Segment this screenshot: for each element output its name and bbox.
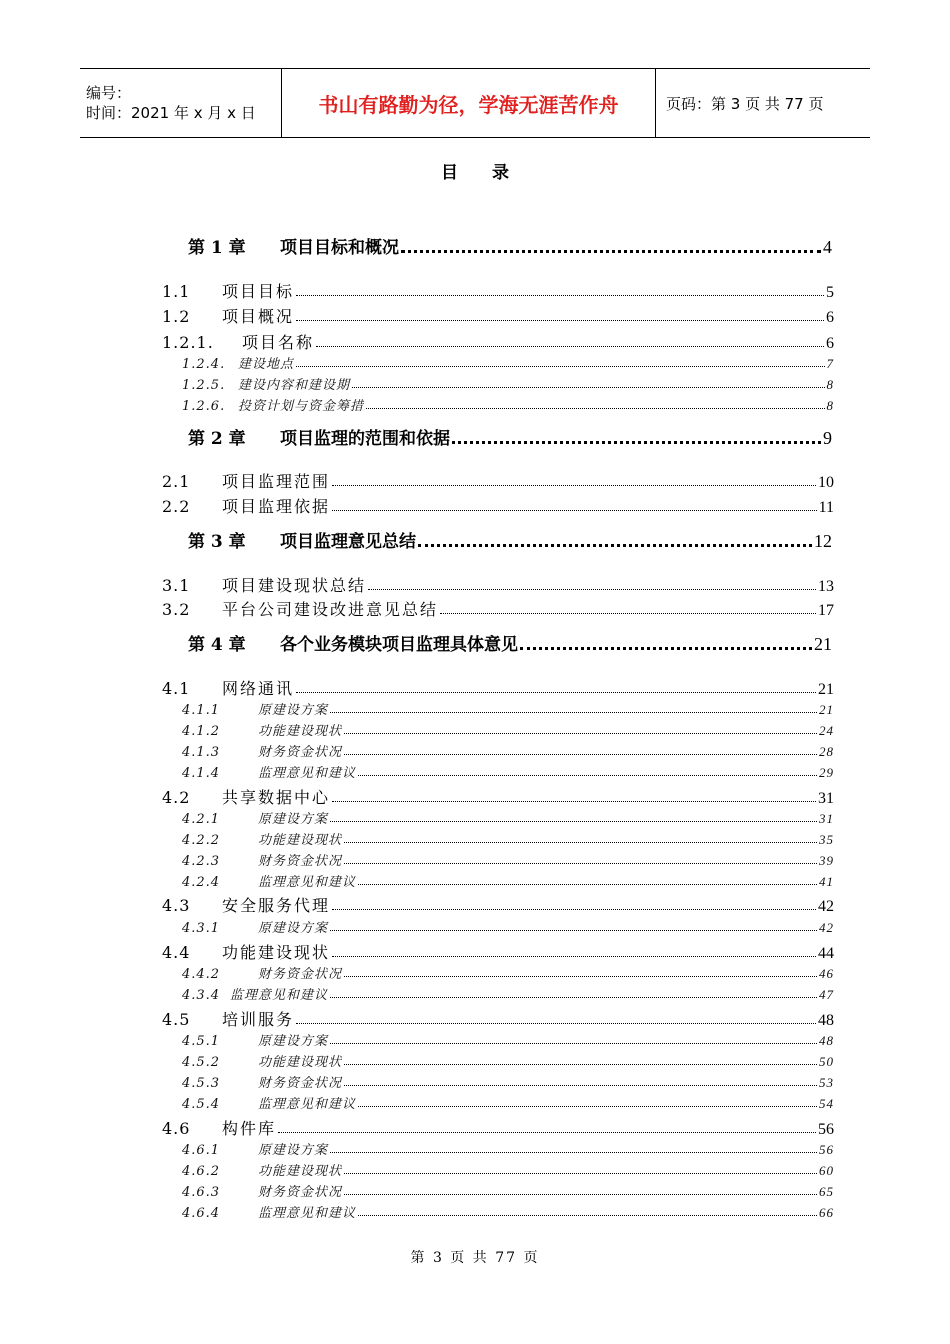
- toc-entry-page: 42: [818, 898, 834, 915]
- toc-entry-page: 35: [819, 832, 834, 847]
- toc-entry-number: 第 3 章: [188, 532, 246, 552]
- dot-leader: [358, 775, 817, 776]
- page-info-text: 页码：第 3 页 共 77 页: [666, 94, 824, 113]
- toc-entry-number: 4.5.3: [182, 1076, 221, 1091]
- toc-entry-subsection[interactable]: [182, 850, 834, 868]
- toc-entry-title: 项目概况: [222, 307, 295, 326]
- dot-leader: [344, 863, 817, 864]
- dot-leader: [296, 320, 824, 321]
- dot-leader: [344, 1194, 817, 1195]
- toc-entry-page: 6: [826, 335, 834, 352]
- toc-entry-page: 13: [818, 578, 834, 595]
- motto-text: 书山有路勤为径，学海无涯苦作舟: [318, 92, 619, 117]
- toc-entry-title: 财务资金状况: [258, 1076, 343, 1091]
- dot-leader: [418, 544, 812, 547]
- toc-entry-section[interactable]: [162, 676, 834, 698]
- toc-entry-title: 网络通讯: [222, 679, 295, 698]
- toc-entry-title: 监理意见和建议: [230, 988, 329, 1003]
- toc-entry-title: 财务资金状况: [258, 854, 343, 869]
- dot-leader: [316, 346, 824, 347]
- toc-entry-number: 4.1.3: [182, 745, 221, 760]
- dot-leader: [330, 1152, 817, 1153]
- dot-leader: [358, 1215, 817, 1216]
- toc-entry-page: 48: [819, 1033, 834, 1048]
- toc-entry-title: 财务资金状况: [258, 745, 343, 760]
- toc-entry-subsection[interactable]: [182, 699, 834, 717]
- toc-entry-title: 功能建设现状: [258, 833, 343, 848]
- toc-entry-title: 项目目标和概况: [280, 238, 399, 258]
- toc-entry-page: 10: [818, 474, 834, 491]
- toc-entry-number: 1.2.6.: [182, 399, 226, 414]
- toc-entry-title: 项目监理范围: [222, 472, 331, 491]
- toc-entry-page: 46: [819, 966, 834, 981]
- toc-entry-page: 31: [819, 811, 834, 826]
- toc-entry-page: 5: [826, 284, 834, 301]
- toc-entry-subsection[interactable]: [182, 984, 834, 1002]
- dot-leader: [452, 441, 821, 444]
- toc-entry-page: 42: [819, 920, 834, 935]
- toc-entry-title: 建设内容和建设期: [238, 378, 351, 393]
- date-label: 时间：2021 年 x 月 x 日: [86, 104, 256, 122]
- toc-entry-page: 56: [818, 1121, 834, 1138]
- toc-entry-page: 56: [819, 1142, 834, 1157]
- toc-entry-page: 66: [819, 1205, 834, 1220]
- toc-entry-page: 50: [819, 1054, 834, 1069]
- toc-entry-title: 项目监理意见总结: [280, 532, 416, 552]
- toc-entry-number: 4.6.4: [182, 1206, 221, 1221]
- toc-entry-title: 功能建设现状: [258, 1055, 343, 1070]
- dot-leader: [330, 997, 817, 998]
- toc-entry-page: 4: [823, 237, 832, 257]
- toc-entry-title: 共享数据中心: [222, 788, 331, 807]
- dot-leader: [344, 842, 817, 843]
- toc-entry-page: 65: [819, 1184, 834, 1199]
- toc-entry-title: 功能建设现状: [258, 724, 343, 739]
- toc-entry-title: 原建设方案: [258, 921, 329, 936]
- toc-entry-subsection[interactable]: [182, 1202, 834, 1220]
- toc-entry-subsection[interactable]: [182, 871, 834, 889]
- dot-leader: [344, 1064, 817, 1065]
- toc-entry-page: 17: [818, 602, 834, 619]
- toc-entry-title: 监理意见和建议: [258, 1206, 357, 1221]
- toc-entry-number: 1.1: [162, 282, 191, 301]
- dot-leader: [296, 295, 824, 296]
- toc-entry-page: 28: [819, 744, 834, 759]
- toc-entry-title: 项目监理依据: [222, 497, 331, 516]
- toc-entry-title: 项目名称: [242, 333, 315, 352]
- toc-entry-subsection[interactable]: [182, 1139, 834, 1157]
- toc-entry-number: 4.6.3: [182, 1185, 221, 1200]
- toc-entry-subsection[interactable]: [182, 720, 834, 738]
- toc-entry-page: 39: [819, 853, 834, 868]
- toc-entry-page: 60: [819, 1163, 834, 1178]
- toc-entry-title: 建设地点: [238, 357, 295, 372]
- toc-entry-page: 53: [819, 1075, 834, 1090]
- toc-entry-subsection[interactable]: [182, 762, 834, 780]
- dot-leader: [330, 930, 817, 931]
- toc-entry-number: 4.6.1: [182, 1143, 221, 1158]
- toc-entry-chapter[interactable]: [188, 424, 832, 448]
- toc-entry-title: 原建设方案: [258, 703, 329, 718]
- toc-entry-number: 4.5.4: [182, 1097, 221, 1112]
- toc-entry-subsection[interactable]: [182, 374, 834, 392]
- toc-entry-number: 4.5.1: [182, 1034, 221, 1049]
- toc-entry-page: 31: [818, 790, 834, 807]
- dot-leader: [401, 250, 821, 253]
- toc-entry-number: 4.1.1: [182, 703, 221, 718]
- dot-leader: [368, 589, 816, 590]
- dot-leader: [520, 647, 812, 650]
- toc-entry-number: 4.4.2: [182, 967, 221, 982]
- toc-entry-number: 2.1: [162, 472, 191, 491]
- toc-entry-number: 3.2: [162, 600, 191, 619]
- toc-entry-section[interactable]: [162, 1116, 834, 1138]
- toc-entry-title: 项目目标: [222, 282, 295, 301]
- toc-entry-subsection[interactable]: [182, 808, 834, 826]
- toc-entry-page: 54: [819, 1096, 834, 1111]
- toc-entry-page: 41: [819, 874, 834, 889]
- dot-leader: [358, 1106, 817, 1107]
- toc-entry-number: 4.2.3: [182, 854, 221, 869]
- toc-entry-page: 12: [814, 531, 832, 551]
- toc-entry-subsection[interactable]: [182, 1030, 834, 1048]
- dot-leader: [330, 712, 817, 713]
- toc-entry-title: 平台公司建设改进意见总结: [222, 600, 439, 619]
- page-footer: 第 3 页 共 77 页: [410, 1250, 540, 1266]
- toc-entry-chapter[interactable]: [188, 527, 832, 551]
- toc-entry-page: 21: [818, 681, 834, 698]
- toc-entry-section[interactable]: [162, 940, 834, 962]
- toc-entry-page: 24: [819, 723, 834, 738]
- toc-entry-page: 9: [823, 428, 832, 448]
- toc-entry-number: 4.6.2: [182, 1164, 221, 1179]
- toc-entry-subsection[interactable]: [182, 917, 834, 935]
- toc-entry-number: 4.1.4: [182, 766, 221, 781]
- dot-leader: [278, 1132, 816, 1133]
- toc-entry-number: 4.2.4: [182, 875, 221, 890]
- toc-entry-number: 2.2: [162, 497, 191, 516]
- toc-entry-number: 1.2: [162, 307, 191, 326]
- dot-leader: [332, 801, 816, 802]
- dot-leader: [440, 613, 816, 614]
- dot-leader: [352, 387, 824, 388]
- toc-entry-number: 1.2.5.: [182, 378, 226, 393]
- toc-entry-section[interactable]: [162, 785, 834, 807]
- toc-entry-number: 4.3.1: [182, 921, 221, 936]
- dot-leader: [296, 692, 816, 693]
- toc-entry-page: 44: [818, 945, 834, 962]
- toc-entry-section[interactable]: [162, 304, 834, 326]
- toc-entry-subsection[interactable]: [182, 1051, 834, 1069]
- toc-entry-number: 4.5: [162, 1010, 191, 1029]
- toc-entry-number: 4.1: [162, 679, 191, 698]
- dot-leader: [366, 408, 824, 409]
- toc-entry-page: 48: [818, 1012, 834, 1029]
- toc-entry-subsection[interactable]: [182, 963, 834, 981]
- toc-entry-page: 6: [826, 309, 834, 326]
- toc-entry-page: 21: [819, 702, 834, 717]
- toc-entry-subsection[interactable]: [182, 829, 834, 847]
- toc-entry-subsection[interactable]: [182, 741, 834, 759]
- toc-entry-number: 第 2 章: [188, 429, 246, 449]
- toc-entry-section[interactable]: [162, 330, 834, 352]
- toc-entry-title: 培训服务: [222, 1010, 295, 1029]
- dot-leader: [332, 510, 817, 511]
- toc-entry-page: 21: [814, 634, 832, 654]
- doc-number-label: 编号：: [86, 84, 132, 102]
- toc-entry-title: 监理意见和建议: [258, 766, 357, 781]
- toc-entry-title: 财务资金状况: [258, 967, 343, 982]
- dot-leader: [358, 884, 817, 885]
- toc-entry-title: 构件库: [222, 1119, 277, 1138]
- toc-entry-page: 8: [826, 377, 834, 392]
- toc-entry-title: 监理意见和建议: [258, 1097, 357, 1112]
- toc-entry-section[interactable]: [162, 573, 834, 595]
- toc-entry-title: 项目监理的范围和依据: [280, 429, 450, 449]
- dot-leader: [344, 976, 817, 977]
- toc-entry-section[interactable]: [162, 279, 834, 301]
- toc-entry-subsection[interactable]: [182, 353, 834, 371]
- toc-entry-title: 各个业务模块项目监理具体意见: [280, 635, 518, 655]
- toc-entry-page: 8: [826, 398, 834, 413]
- dot-leader: [330, 1043, 817, 1044]
- toc-entry-number: 4.5.2: [182, 1055, 221, 1070]
- dot-leader: [332, 485, 816, 486]
- toc-entry-title: 原建设方案: [258, 812, 329, 827]
- toc-entry-subsection[interactable]: [182, 395, 834, 413]
- toc-entry-subsection[interactable]: [182, 1181, 834, 1199]
- toc-entry-title: 财务资金状况: [258, 1185, 343, 1200]
- toc-entry-chapter[interactable]: [188, 233, 832, 257]
- toc-entry-page: 7: [826, 356, 834, 371]
- toc-entry-subsection[interactable]: [182, 1093, 834, 1111]
- dot-leader: [344, 1173, 817, 1174]
- toc-entry-number: 4.4: [162, 943, 191, 962]
- toc-entry-title: 功能建设现状: [222, 943, 331, 962]
- toc-entry-subsection[interactable]: [182, 1072, 834, 1090]
- toc-entry-number: 3.1: [162, 576, 191, 595]
- toc-entry-chapter[interactable]: [188, 630, 832, 654]
- toc-entry-page: 11: [818, 499, 834, 516]
- toc-entry-title: 功能建设现状: [258, 1164, 343, 1179]
- toc-entry-page: 29: [819, 765, 834, 780]
- toc-entry-number: 4.2.1: [182, 812, 221, 827]
- dot-leader: [332, 909, 816, 910]
- toc-entry-number: 第 4 章: [188, 635, 246, 655]
- dot-leader: [330, 821, 817, 822]
- toc-entry-section[interactable]: [162, 1007, 834, 1029]
- toc-entry-number: 4.3.4: [182, 988, 221, 1003]
- toc-entry-page: 47: [819, 987, 834, 1002]
- toc-entry-title: 投资计划与资金筹措: [238, 399, 365, 414]
- toc-entry-section[interactable]: [162, 494, 834, 516]
- dot-leader: [344, 733, 817, 734]
- dot-leader: [296, 1023, 816, 1024]
- toc-title: 目录: [441, 163, 543, 183]
- toc-entry-number: 4.3: [162, 896, 191, 915]
- toc-entry-number: 第 1 章: [188, 238, 246, 258]
- toc-entry-number: 1.2.4.: [182, 357, 226, 372]
- toc-entry-section[interactable]: [162, 893, 834, 915]
- toc-entry-section[interactable]: [162, 469, 834, 491]
- toc-entry-section[interactable]: [162, 597, 834, 619]
- toc-entry-subsection[interactable]: [182, 1160, 834, 1178]
- toc-entry-number: 4.2.2: [182, 833, 221, 848]
- toc-entry-number: 4.2: [162, 788, 191, 807]
- toc-entry-title: 原建设方案: [258, 1034, 329, 1049]
- dot-leader: [344, 754, 817, 755]
- toc-entry-number: 1.2.1.: [162, 333, 214, 352]
- toc-entry-title: 原建设方案: [258, 1143, 329, 1158]
- toc-entry-title: 监理意见和建议: [258, 875, 357, 890]
- dot-leader: [296, 366, 824, 367]
- dot-leader: [344, 1085, 817, 1086]
- dot-leader: [332, 956, 816, 957]
- toc-entry-title: 项目建设现状总结: [222, 576, 367, 595]
- toc-entry-title: 安全服务代理: [222, 896, 331, 915]
- toc-entry-number: 4.6: [162, 1119, 191, 1138]
- toc-entry-number: 4.1.2: [182, 724, 221, 739]
